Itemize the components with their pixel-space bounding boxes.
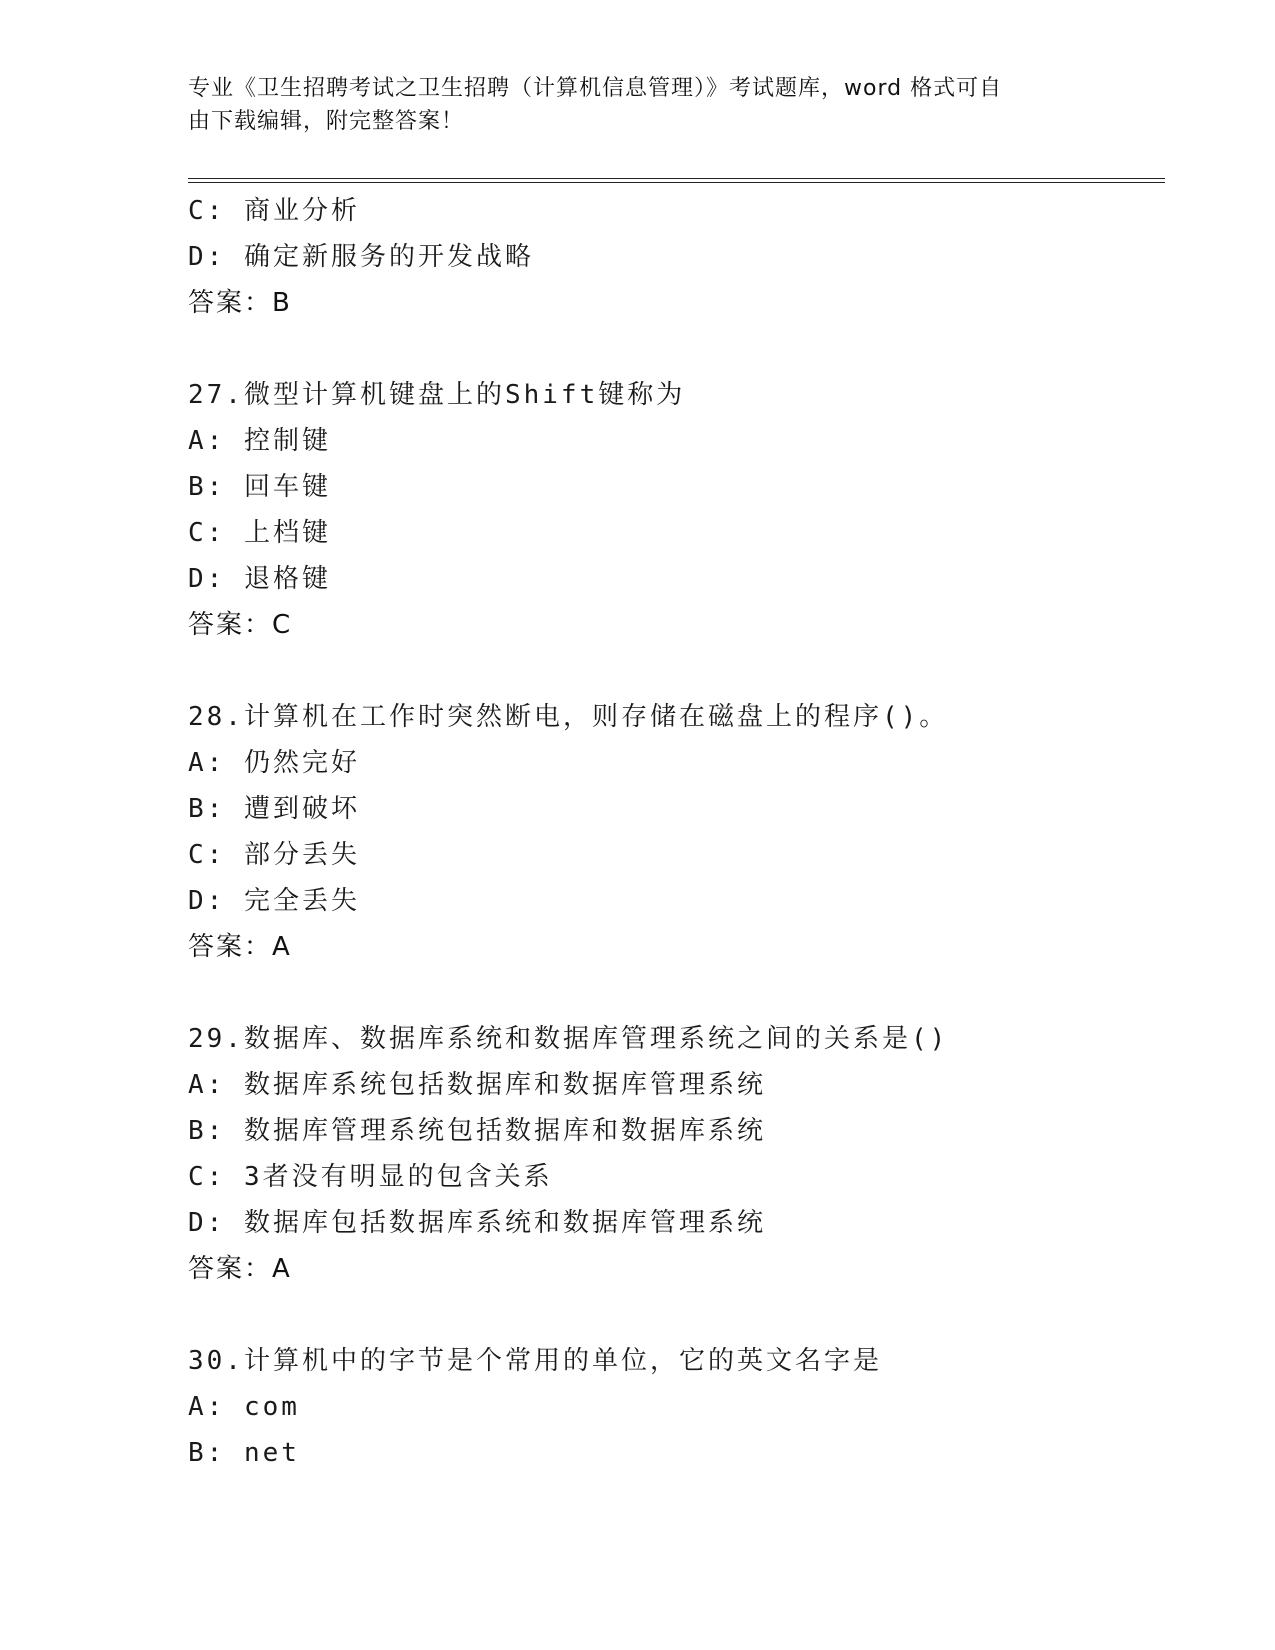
- spacer: [188, 1292, 1168, 1338]
- option-c: C: 上档键: [188, 518, 331, 548]
- answer-line: 答案：C: [188, 610, 293, 640]
- answer-line: 答案：B: [188, 288, 292, 318]
- option-a: A: 仍然完好: [188, 748, 360, 778]
- option-a: A: 控制键: [188, 426, 331, 456]
- question-block-30: [188, 1338, 1168, 1476]
- question-stem: 28.计算机在工作时突然断电，则存储在磁盘上的程序()。: [188, 702, 949, 732]
- answer-line: 答案：A: [188, 1254, 292, 1284]
- document-header: [188, 72, 1068, 138]
- header-title-line-2: 由下载编辑，附完整答案！: [188, 109, 465, 134]
- option-a: A: 数据库系统包括数据库和数据库管理系统: [188, 1070, 766, 1100]
- question-stem: 27.微型计算机键盘上的Shift键称为: [188, 380, 686, 410]
- option-b: B: net: [188, 1438, 300, 1468]
- option-d: D: 确定新服务的开发战略: [188, 242, 534, 272]
- spacer: [188, 648, 1168, 694]
- question-stem: 29.数据库、数据库系统和数据库管理系统之间的关系是(): [188, 1024, 949, 1054]
- option-b: B: 回车键: [188, 472, 331, 502]
- option-d: D: 数据库包括数据库系统和数据库管理系统: [188, 1208, 766, 1238]
- question-block-26: [188, 188, 1168, 326]
- question-block-29: [188, 1016, 1168, 1292]
- header-title-line-1: 专业《卫生招聘考试之卫生招聘（计算机信息管理）》考试题库，word 格式可自: [188, 76, 1003, 101]
- option-c: C: 3者没有明显的包含关系: [188, 1162, 553, 1192]
- spacer: [188, 326, 1168, 372]
- answer-line: 答案：A: [188, 932, 292, 962]
- option-c: C: 商业分析: [188, 196, 360, 226]
- option-d: D: 完全丢失: [188, 886, 360, 916]
- question-block-28: [188, 694, 1168, 970]
- question-stem: 30.计算机中的字节是个常用的单位，它的英文名字是: [188, 1346, 882, 1376]
- option-d: D: 退格键: [188, 564, 331, 594]
- question-list: [188, 188, 1168, 1476]
- spacer: [188, 970, 1168, 1016]
- header-double-rule: [188, 178, 1165, 183]
- option-b: B: 遭到破坏: [188, 794, 360, 824]
- option-b: B: 数据库管理系统包括数据库和数据库系统: [188, 1116, 766, 1146]
- option-c: C: 部分丢失: [188, 840, 360, 870]
- question-block-27: [188, 372, 1168, 648]
- option-a: A: com: [188, 1392, 300, 1422]
